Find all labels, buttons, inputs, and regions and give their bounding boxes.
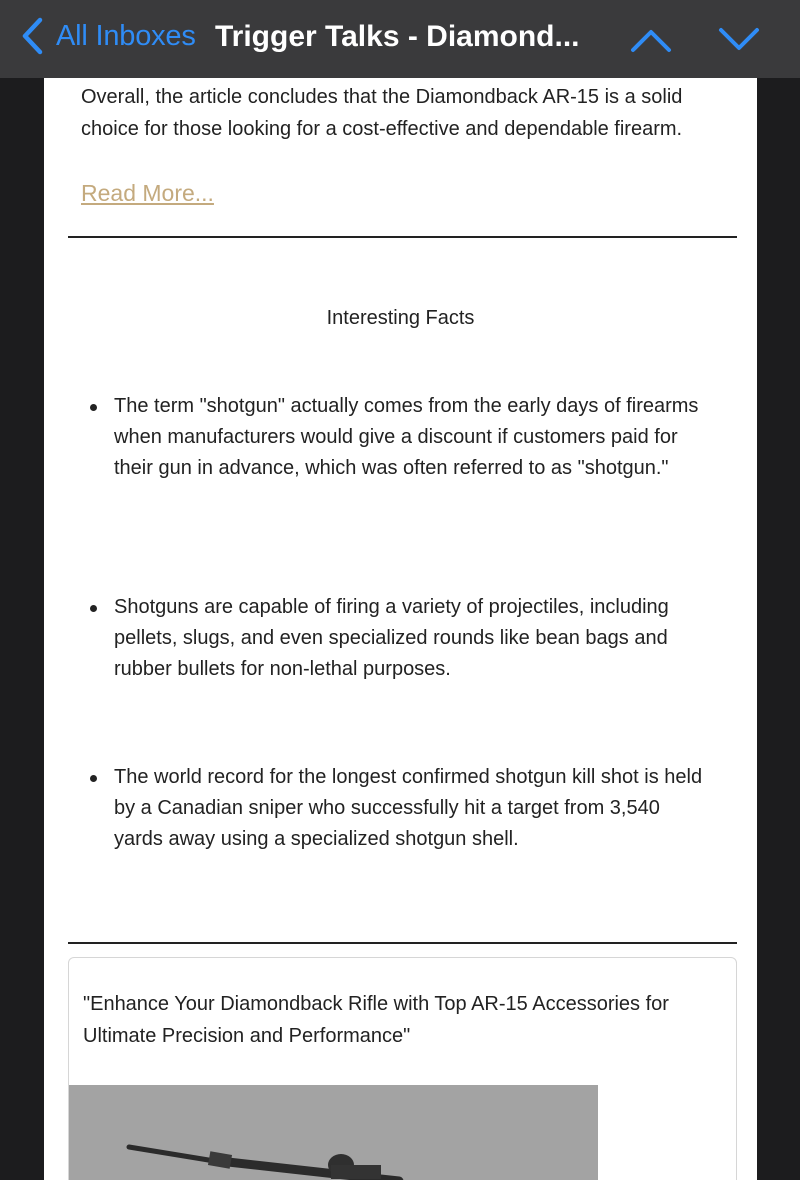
section-divider bbox=[68, 942, 737, 944]
back-button[interactable] bbox=[20, 16, 196, 56]
navigation-bar bbox=[0, 0, 800, 78]
fact-item bbox=[114, 592, 714, 685]
back-button-label: All Inboxes bbox=[56, 19, 196, 52]
email-body bbox=[44, 78, 757, 1180]
next-message-button[interactable] bbox=[715, 18, 763, 60]
read-more-link[interactable]: Read More... bbox=[81, 180, 214, 206]
fact-text: The term "shotgun" actually comes from the early days of firearms when manufacturers would give a discount if customers paid for their gun in advance, which was often referred to as "shotgun." bbox=[114, 395, 699, 479]
promo-card-title: "Enhance Your Diamondback Rifle with Top AR-15 Accessories for Ultimate Precision and Performance" bbox=[83, 993, 669, 1047]
bullet-icon bbox=[90, 605, 97, 612]
facts-heading: Interesting Facts bbox=[326, 307, 475, 329]
email-subject-title: Trigger Talks - Diamond... bbox=[215, 20, 580, 53]
article-summary-paragraph: Overall, the article concludes that the Diamondback AR-15 is a solid choice for those looking for a cost-effective and dependable firearm. bbox=[81, 86, 683, 140]
rifle-accessories-image[interactable] bbox=[69, 1085, 598, 1180]
chevron-up-icon bbox=[627, 47, 675, 64]
section-divider bbox=[68, 236, 737, 238]
fact-text: The world record for the longest confirmed shotgun kill shot is held by a Canadian sniper who successfully hit a target from 3,540 yards away using a specialized shotgun shell. bbox=[114, 766, 703, 850]
chevron-down-icon bbox=[715, 47, 763, 64]
bullet-icon bbox=[90, 775, 97, 782]
fact-text: Shotguns are capable of firing a variety of projectiles, including pellets, slugs, and even specialized rounds like bean bags and rubber bullets for non-lethal purposes. bbox=[114, 596, 669, 680]
fact-item bbox=[114, 391, 714, 484]
previous-message-button[interactable] bbox=[627, 18, 675, 60]
fact-item bbox=[114, 762, 714, 855]
accessories-promo-card[interactable] bbox=[68, 957, 737, 1180]
chevron-left-icon bbox=[20, 16, 44, 56]
bullet-icon bbox=[90, 404, 97, 411]
rifle-illustration bbox=[69, 1085, 598, 1180]
